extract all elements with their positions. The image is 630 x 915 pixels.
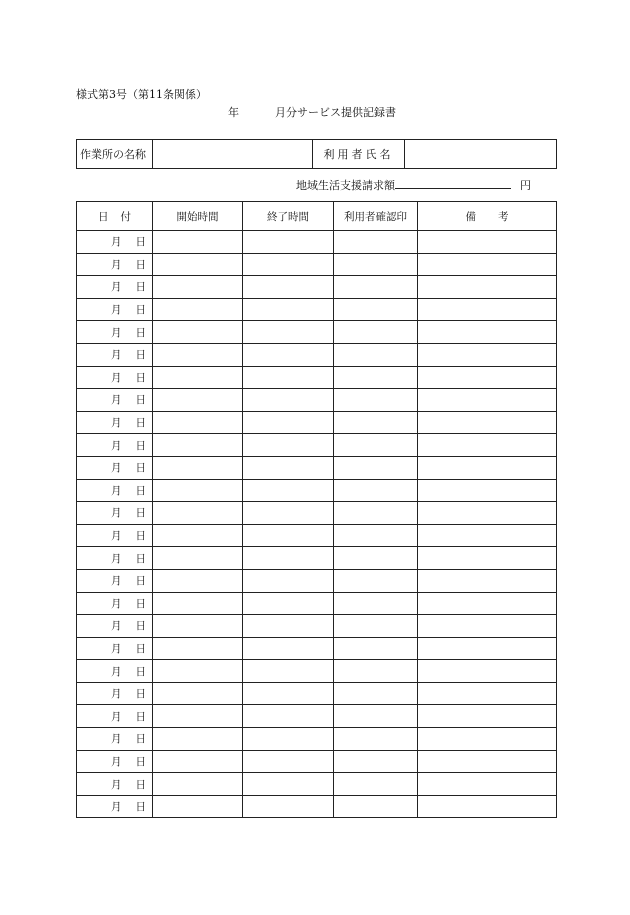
remarks-cell[interactable]: [418, 298, 557, 321]
start-time-cell[interactable]: [153, 502, 243, 525]
user-seal-cell[interactable]: [334, 502, 418, 525]
day-label: 日: [135, 304, 146, 317]
day-label: 日: [135, 642, 146, 655]
user-seal-cell[interactable]: [334, 456, 418, 479]
end-time-cell[interactable]: [243, 795, 334, 818]
start-time-cell[interactable]: [153, 615, 243, 638]
start-time-cell[interactable]: [153, 795, 243, 818]
date-cell[interactable]: [77, 253, 153, 276]
date-cell[interactable]: [77, 343, 153, 366]
end-time-cell[interactable]: [243, 592, 334, 615]
date-cell[interactable]: [77, 411, 153, 434]
month-label: 月: [111, 484, 122, 497]
table-row: [77, 253, 557, 276]
day-label: 日: [135, 597, 146, 610]
start-time-cell[interactable]: [153, 773, 243, 796]
table-row: [77, 705, 557, 728]
column-header-remarks: [418, 202, 557, 231]
end-time-cell[interactable]: [243, 728, 334, 751]
start-time-cell[interactable]: [153, 569, 243, 592]
start-time-cell[interactable]: [153, 411, 243, 434]
remarks-cell[interactable]: [418, 276, 557, 299]
date-cell[interactable]: [77, 637, 153, 660]
end-time-cell[interactable]: [243, 411, 334, 434]
user-seal-cell[interactable]: [334, 321, 418, 344]
day-label: 日: [135, 417, 146, 430]
user-seal-cell[interactable]: [334, 615, 418, 638]
end-time-cell[interactable]: [243, 660, 334, 683]
start-time-cell[interactable]: [153, 479, 243, 502]
user-seal-cell[interactable]: [334, 411, 418, 434]
remarks-cell[interactable]: [418, 773, 557, 796]
info-table: [76, 139, 557, 169]
table-row: [77, 366, 557, 389]
user-seal-cell[interactable]: [334, 298, 418, 321]
table-row: [77, 502, 557, 525]
start-time-cell[interactable]: [153, 660, 243, 683]
table-row: [77, 276, 557, 299]
day-label: 日: [135, 575, 146, 588]
month-label: 月: [111, 642, 122, 655]
start-time-cell[interactable]: [153, 592, 243, 615]
table-row: [77, 728, 557, 751]
month-label: 月: [111, 597, 122, 610]
date-cell[interactable]: [77, 750, 153, 773]
remarks-cell[interactable]: [418, 569, 557, 592]
date-cell[interactable]: [77, 321, 153, 344]
day-label: 日: [135, 462, 146, 475]
day-label: 日: [135, 755, 146, 768]
table-row: [77, 592, 557, 615]
remarks-cell[interactable]: [418, 615, 557, 638]
remarks-cell[interactable]: [418, 637, 557, 660]
start-time-cell[interactable]: [153, 728, 243, 751]
table-row: [77, 298, 557, 321]
day-label: 日: [135, 371, 146, 384]
column-header-date: [77, 202, 153, 231]
date-cell[interactable]: [77, 773, 153, 796]
remarks-cell[interactable]: [418, 502, 557, 525]
remarks-cell[interactable]: [418, 434, 557, 457]
remarks-cell[interactable]: [418, 524, 557, 547]
day-label: 日: [135, 710, 146, 723]
column-header-end-time: 終了時間: [243, 202, 334, 231]
user-seal-cell[interactable]: [334, 343, 418, 366]
table-row: [77, 660, 557, 683]
table-row: [77, 389, 557, 412]
remarks-cell[interactable]: [418, 366, 557, 389]
month-label: 月: [111, 665, 122, 678]
start-time-cell[interactable]: [153, 637, 243, 660]
remarks-cell[interactable]: [418, 682, 557, 705]
date-cell[interactable]: [77, 660, 153, 683]
day-label: 日: [135, 281, 146, 294]
day-label: 日: [135, 778, 146, 791]
form-number: 様式第3号（第11条関係）: [76, 88, 207, 101]
claim-amount-unit: 円: [520, 179, 531, 192]
day-label: 日: [135, 236, 146, 249]
user-seal-cell[interactable]: [334, 660, 418, 683]
remarks-cell[interactable]: [418, 592, 557, 615]
claim-amount-label: 地域生活支援請求額: [296, 179, 395, 192]
user-seal-cell[interactable]: [334, 524, 418, 547]
remarks-cell[interactable]: [418, 705, 557, 728]
month-label: 月: [111, 530, 122, 543]
end-time-cell[interactable]: [243, 253, 334, 276]
table-row: [77, 615, 557, 638]
start-time-cell[interactable]: [153, 456, 243, 479]
start-time-cell[interactable]: [153, 705, 243, 728]
day-label: 日: [135, 326, 146, 339]
user-seal-cell[interactable]: [334, 592, 418, 615]
end-time-cell[interactable]: [243, 773, 334, 796]
end-time-cell[interactable]: [243, 637, 334, 660]
remarks-cell[interactable]: [418, 411, 557, 434]
date-cell[interactable]: [77, 524, 153, 547]
end-time-cell[interactable]: [243, 456, 334, 479]
month-label: 月: [111, 620, 122, 633]
user-seal-cell[interactable]: [334, 434, 418, 457]
remarks-cell[interactable]: [418, 660, 557, 683]
end-time-cell[interactable]: [243, 569, 334, 592]
date-cell[interactable]: [77, 615, 153, 638]
remarks-cell[interactable]: [418, 795, 557, 818]
end-time-cell[interactable]: [243, 750, 334, 773]
start-time-cell[interactable]: [153, 276, 243, 299]
date-cell[interactable]: [77, 434, 153, 457]
remarks-cell[interactable]: [418, 343, 557, 366]
claim-amount-field[interactable]: [395, 177, 511, 189]
date-cell[interactable]: [77, 298, 153, 321]
table-row: [77, 750, 557, 773]
end-time-cell[interactable]: [243, 321, 334, 344]
month-label: 月: [111, 417, 122, 430]
date-cell[interactable]: [77, 502, 153, 525]
column-header-start-time: 開始時間: [153, 202, 243, 231]
table-row: [77, 343, 557, 366]
day-label: 日: [135, 530, 146, 543]
end-time-cell[interactable]: [243, 434, 334, 457]
date-cell[interactable]: [77, 682, 153, 705]
title-text: 月分サービス提供記録書: [275, 106, 396, 119]
table-row: [77, 569, 557, 592]
user-seal-cell[interactable]: [334, 705, 418, 728]
date-cell[interactable]: [77, 705, 153, 728]
claim-amount-line: [296, 177, 531, 193]
end-time-cell[interactable]: [243, 276, 334, 299]
table-row: [77, 524, 557, 547]
user-seal-cell[interactable]: [334, 728, 418, 751]
remarks-cell[interactable]: [418, 750, 557, 773]
end-time-cell[interactable]: [243, 682, 334, 705]
user-seal-cell[interactable]: [334, 253, 418, 276]
start-time-cell[interactable]: [153, 524, 243, 547]
start-time-cell[interactable]: [153, 682, 243, 705]
start-time-cell[interactable]: [153, 321, 243, 344]
month-label: 月: [111, 304, 122, 317]
end-time-cell[interactable]: [243, 615, 334, 638]
user-seal-cell[interactable]: [334, 479, 418, 502]
month-label: 月: [111, 439, 122, 452]
date-cell[interactable]: [77, 795, 153, 818]
user-seal-cell[interactable]: [334, 231, 418, 254]
day-label: 日: [135, 733, 146, 746]
office-name-field[interactable]: [153, 140, 313, 169]
day-label: 日: [135, 688, 146, 701]
table-row: [77, 411, 557, 434]
user-seal-cell[interactable]: [334, 366, 418, 389]
end-time-cell[interactable]: [243, 705, 334, 728]
office-name-label: 作業所の名称: [77, 140, 153, 169]
start-time-cell[interactable]: [153, 750, 243, 773]
end-time-cell[interactable]: [243, 502, 334, 525]
date-cell[interactable]: [77, 479, 153, 502]
date-cell[interactable]: [77, 366, 153, 389]
user-seal-cell[interactable]: [334, 569, 418, 592]
table-row: [77, 321, 557, 344]
month-label: 月: [111, 801, 122, 814]
date-cell[interactable]: [77, 231, 153, 254]
start-time-cell[interactable]: [153, 253, 243, 276]
table-row: [77, 682, 557, 705]
remarks-cell[interactable]: [418, 456, 557, 479]
start-time-cell[interactable]: [153, 298, 243, 321]
start-time-cell[interactable]: [153, 366, 243, 389]
date-cell[interactable]: [77, 276, 153, 299]
table-row: [77, 795, 557, 818]
month-label: 月: [111, 394, 122, 407]
record-table-header: [77, 202, 557, 231]
date-cell[interactable]: [77, 389, 153, 412]
day-label: 日: [135, 801, 146, 814]
day-label: 日: [135, 552, 146, 565]
remarks-cell[interactable]: [418, 728, 557, 751]
user-seal-cell[interactable]: [334, 773, 418, 796]
remarks-cell[interactable]: [418, 231, 557, 254]
remarks-cell[interactable]: [418, 547, 557, 570]
start-time-cell[interactable]: [153, 231, 243, 254]
date-cell[interactable]: [77, 547, 153, 570]
table-row: [77, 637, 557, 660]
day-label: 日: [135, 507, 146, 520]
start-time-cell[interactable]: [153, 547, 243, 570]
month-label: 月: [111, 755, 122, 768]
record-table-body: [77, 231, 557, 818]
column-header-user-seal: 利用者確認印: [334, 202, 418, 231]
day-label: 日: [135, 665, 146, 678]
user-seal-cell[interactable]: [334, 682, 418, 705]
end-time-cell[interactable]: [243, 547, 334, 570]
month-label: 月: [111, 552, 122, 565]
table-row: [77, 434, 557, 457]
day-label: 日: [135, 394, 146, 407]
day-label: 日: [135, 484, 146, 497]
table-row: [77, 773, 557, 796]
month-label: 月: [111, 688, 122, 701]
user-seal-cell[interactable]: [334, 547, 418, 570]
document-title: [228, 104, 396, 120]
remarks-cell[interactable]: [418, 389, 557, 412]
end-time-cell[interactable]: [243, 343, 334, 366]
date-cell[interactable]: [77, 728, 153, 751]
month-label: 月: [111, 733, 122, 746]
end-time-cell[interactable]: [243, 479, 334, 502]
start-time-cell[interactable]: [153, 343, 243, 366]
column-header-date-text: 日付: [98, 210, 143, 223]
remarks-cell[interactable]: [418, 321, 557, 344]
table-row: [77, 479, 557, 502]
user-name-field[interactable]: [405, 140, 557, 169]
month-label: 月: [111, 507, 122, 520]
remarks-cell[interactable]: [418, 253, 557, 276]
month-label: 月: [111, 778, 122, 791]
remarks-cell[interactable]: [418, 479, 557, 502]
date-cell[interactable]: [77, 592, 153, 615]
column-header-remarks-text: 備考: [465, 210, 531, 223]
user-seal-cell[interactable]: [334, 637, 418, 660]
day-label: 日: [135, 258, 146, 271]
record-table: [76, 201, 557, 818]
day-label: 日: [135, 349, 146, 362]
date-cell[interactable]: [77, 456, 153, 479]
day-label: 日: [135, 439, 146, 452]
month-label: 月: [111, 710, 122, 723]
table-row: [77, 456, 557, 479]
title-year: 年: [228, 106, 239, 119]
user-seal-cell[interactable]: [334, 389, 418, 412]
end-time-cell[interactable]: [243, 524, 334, 547]
table-row: [77, 547, 557, 570]
end-time-cell[interactable]: [243, 298, 334, 321]
day-label: 日: [135, 620, 146, 633]
month-label: 月: [111, 236, 122, 249]
user-name-label: 利用者氏名: [313, 140, 405, 169]
start-time-cell[interactable]: [153, 434, 243, 457]
month-label: 月: [111, 371, 122, 384]
end-time-cell[interactable]: [243, 366, 334, 389]
month-label: 月: [111, 281, 122, 294]
end-time-cell[interactable]: [243, 389, 334, 412]
user-seal-cell[interactable]: [334, 795, 418, 818]
start-time-cell[interactable]: [153, 389, 243, 412]
user-seal-cell[interactable]: [334, 750, 418, 773]
month-label: 月: [111, 326, 122, 339]
month-label: 月: [111, 575, 122, 588]
table-row: [77, 231, 557, 254]
month-label: 月: [111, 462, 122, 475]
user-seal-cell[interactable]: [334, 276, 418, 299]
month-label: 月: [111, 258, 122, 271]
month-label: 月: [111, 349, 122, 362]
date-cell[interactable]: [77, 569, 153, 592]
end-time-cell[interactable]: [243, 231, 334, 254]
